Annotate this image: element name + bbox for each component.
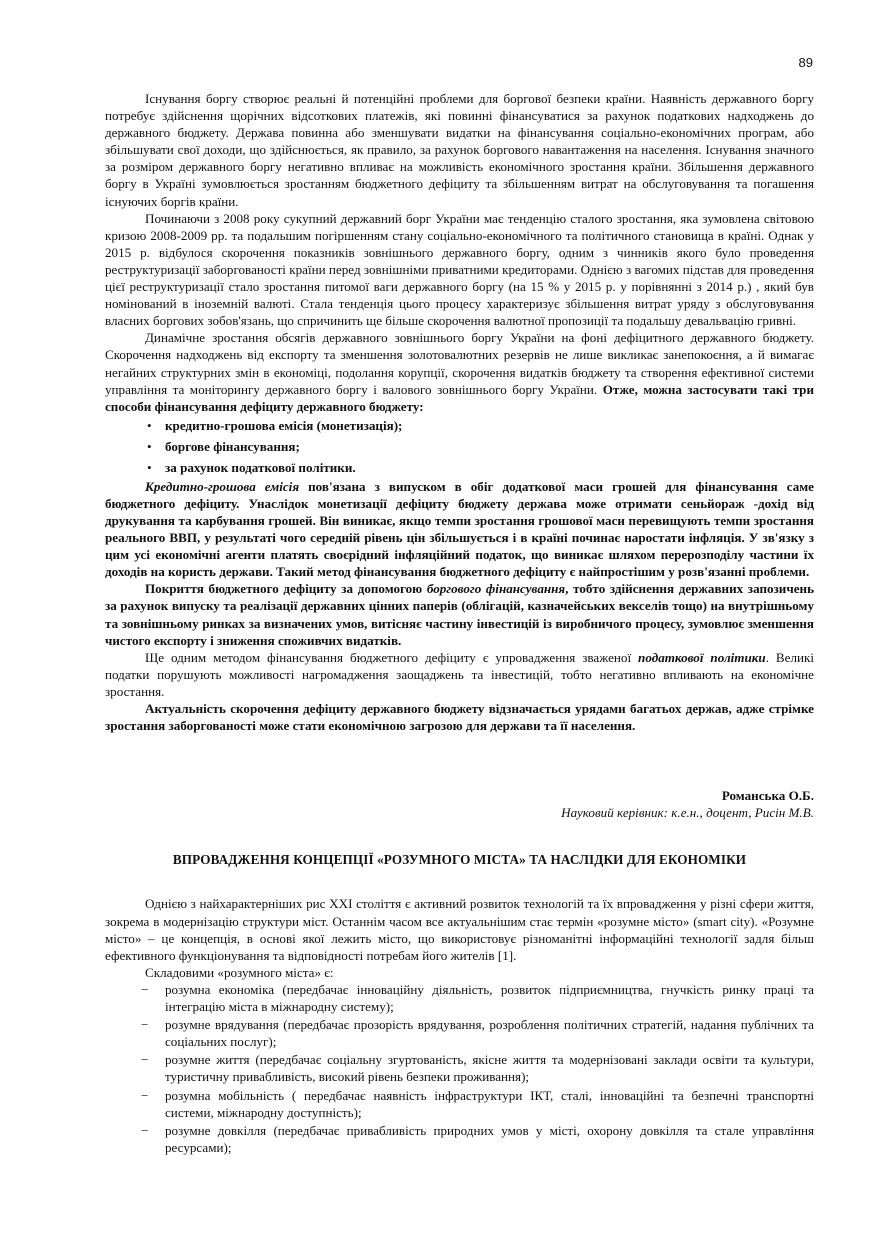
list-item-text: розумне довкілля (передбачає привабливість природних умов у місті, охорону довкілля та стале управління ресурсами);: [165, 1122, 814, 1155]
dash-icon: −: [141, 981, 149, 997]
smart-city-components-list: [105, 981, 814, 1156]
paragraph-text: Динамічне зростання обсягів державного зовнішнього боргу України на фоні дефіцитного державного бюджету. Скорочення надходжень від експорту та зменшення золотовалютних резервів не лише викликає занепокоєння, а й вимагає негайних структурних змін в економіці, подолання корупції, скорочення видатків бюджету та створення ефективної системи управління та моніторингу державного боргу і валового зовнішнього боргу України.: [105, 330, 814, 397]
term-debt-financing: боргового фінансування: [426, 581, 566, 597]
paragraph-debt-growth: Починаючи з 2008 року сукупний державний борг України має тенденцію сталого зростання, яка зумовлена світовою кризою 2008-2009 рр. та подальшим погіршенням стану соціально-економічного та політичного становища в країні. Однак у 2015 р. відбулося скорочення показників зовнішнього державного боргу, одним з чинників якого було проведення реструктуризації заборгованості країни перед зовнішніми приватними кредиторами. Однією з вагомих підстав для проведення цієї реструктуризації стало зростання питомої ваги державного боргу (на 15 % у 2015 р. у порівнянні з 2014 р.) , який був номінований в іноземній валюті. Стала тенденція цього процесу характеризує збільшення витрат уряду з обслуговування власних боргових зобов'язань, що спричинить ще більше скорочення валютної пропозиції та подальшу девальвацію гривні.: [105, 210, 814, 329]
list-item-text: розумна економіка (передбачає інноваційну діяльність, розвиток підприємництва, гнучкість ринку праці та інтеграцію міста в міжнародну систему);: [165, 981, 814, 1015]
paragraph-monetization: [105, 478, 814, 581]
paragraph-external-debt: [105, 329, 814, 414]
author-name: Романська О.Б.: [721, 788, 814, 804]
bullet-icon: •: [147, 417, 152, 433]
bullet-icon: •: [147, 459, 152, 475]
list-item: [105, 1051, 814, 1085]
list-item-text: розумне врядування (передбачає прозорість врядування, розроблення політичних стратегій, надання публічних та соціальних послуг);: [165, 1017, 814, 1050]
list-item: [105, 981, 814, 1015]
paragraph-tax-policy: [105, 649, 814, 700]
list-item: [105, 436, 814, 457]
paragraph-text: , тобто здійснення державних запозичень за рахунок випуску та реалізації державних цінних паперів (облігацій, казначейських векселів тощо) на внутрішньому та зовнішньому ринках за визначених умов, витісняє частину інвестицій із виробничого процесу, зумовлює зменшення чистого експорту і зниження споживчих видатків.: [105, 581, 815, 648]
list-item-text: розумне життя (передбачає соціальну згуртованість, якісне життя та модернізовані заклади освіти та культури, туристичну привабливість, високий рівень безпеки проживання);: [165, 1052, 814, 1085]
dash-icon: −: [141, 1017, 149, 1033]
dash-icon: −: [141, 1052, 149, 1068]
list-item-text: розумна мобільність ( передбачає наявність інфраструктури ІКТ, сталі, інноваційні та безпечні транспортні системи, міжнародну доступність);: [165, 1087, 814, 1120]
advisor-line: Науковий керівник: к.е.н., доцент, Рисін М.В.: [561, 805, 814, 821]
list-item-text: боргове фінансування;: [165, 438, 300, 454]
paragraph-debt-financing: [105, 580, 814, 648]
financing-methods-list: [105, 415, 814, 478]
paragraph-text: . Великі податки порушують можливості нагромадження заощаджень та інвестицій, тобто негативно впливають на економічне зростання.: [105, 649, 815, 699]
paragraph-text: Ще одним методом фінансування бюджетного дефіциту є упровадження зваженої: [145, 649, 639, 665]
paragraph-conclusion: Отже, можна застосувати такі три способи фінансування дефіциту державного бюджету:: [105, 381, 814, 414]
list-item: [105, 415, 814, 436]
document-body: [105, 90, 814, 1157]
term-tax-policy: податкової політики: [638, 649, 766, 665]
paragraph-text: пов'язана з випуском в обіг додаткової маси грошей для фінансування саме бюджетного дефіциту. Унаслідок монетизації дефіциту бюджету держава може отримати сеньйораж -дохід від друкування та карбування грошей. Він виникає, якщо темпи зростання грошової маси перевищують темпи зростання реального ВВП, у результаті чого середній рівень цін збільшується і в країні починає наростати інфляція. У зв'язку з цим усі економічні агенти платять своєрідний інфляційний податок, що виникає шляхом перерозподілу частини їх доходів на користь держави. Такий метод фінансування бюджетного дефіциту є найпростішим у розв'язанні проблеми.: [105, 478, 814, 580]
term-monetization: Кредитно-грошова емісія: [145, 478, 300, 494]
list-item: [105, 1016, 814, 1050]
dash-icon: −: [141, 1087, 149, 1103]
list-item-text: кредитно-грошова емісія (монетизація);: [165, 417, 403, 433]
bullet-icon: •: [147, 438, 152, 454]
list-item: [105, 1087, 814, 1121]
section-title: ВПРОВАДЖЕННЯ КОНЦЕПЦІЇ «РОЗУМНОГО МІСТА» ТА НАСЛІДКИ ДЛЯ ЕКОНОМІКИ: [172, 852, 747, 868]
paragraph-smart-city-intro: Однією з найхарактерніших рис XXI століття є активний розвиток технологій та їх впровадження у різні сфери життя, зокрема в модернізацію структури міст. Останнім часом все актуальнішим стає термін «розумне місто» (smart city). «Розумне місто» – це концепція, в основі якої лежить місто, що використовує різноманітні інформаційні технології задля більш ефективного функціонування та відповідності потребам його жителів [1].: [105, 896, 814, 963]
dash-icon: −: [141, 1122, 149, 1138]
paragraph-debt-problems: Існування боргу створює реальні й потенційні проблеми для боргової безпеки країни. Наявність державного боргу потребує здійснення щорічних відсоткових платежів, які повинні фінансуватися за рахунок податкових надходжень до державного бюджету. Держава повинна або зменшувати видатки на фінансування соціально-економічних програм, або збільшувати свої доходи, що здійснюється, як правило, за рахунок боргового навантаження на населення. Існування значного за розміром державного боргу негативно впливає на можливість економічного зростання країни. Збільшення державного боргу в Україні зумовлюється зростанням бюджетного дефіциту та збільшенням витрат на обслуговування та погашення існуючих боргів країни.: [105, 91, 814, 209]
paragraph-relevance: Актуальність скорочення дефіциту державного бюджету відзначається урядами багатьох держав, адже стрімке зростання заборгованості може стати економічною загрозою для держави та її населення.: [105, 701, 814, 734]
page-number: 89: [798, 55, 813, 70]
list-item: [105, 1122, 814, 1156]
paragraph-text: Покриття бюджетного дефіциту за допомогою: [145, 581, 427, 597]
paragraph-components-lead: Складовими «розумного міста» є:: [145, 964, 334, 980]
list-item: [105, 457, 814, 478]
list-item-text: за рахунок податкової політики.: [165, 459, 356, 475]
